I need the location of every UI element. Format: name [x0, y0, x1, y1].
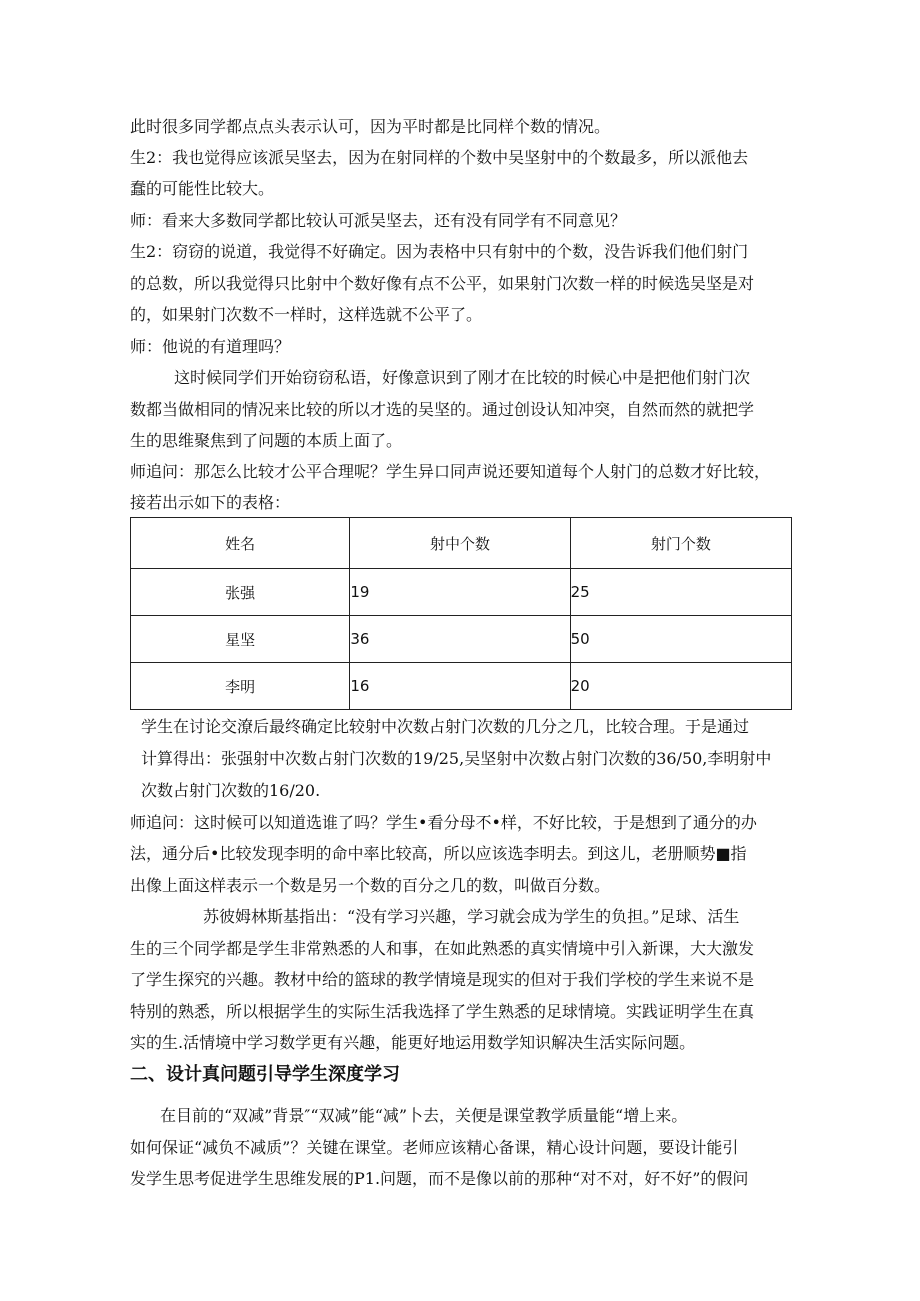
paragraph-line: 生2：我也觉得应该派吴坚去，因为在射同样的个数中吴坚射中的个数最多，所以派他去 — [130, 148, 749, 167]
table-cell: 50 — [570, 616, 791, 663]
paragraph-line: 的，如果射门次数不一样时，这样选就不公平了。 — [130, 305, 483, 324]
table-row — [131, 569, 792, 616]
paragraph-line: 出像上面这样表示一个数是另一个数的百分之几的数，叫做百分数。 — [130, 876, 611, 895]
shooting-table — [130, 517, 792, 710]
paragraph-line: 特别的熟悉，所以根据学生的实际生活我选择了学生熟悉的足球情境。实践证明学生在真 — [130, 1002, 755, 1021]
table-header-row — [131, 518, 792, 569]
paragraph-line: 生的三个同学都是学生非常熟悉的人和事，在如此熟悉的真实情境中引入新课，大大激发 — [130, 939, 755, 958]
table-cell: 36 — [350, 616, 570, 663]
paragraph-line: 蠢的可能性比较大。 — [130, 179, 275, 198]
table-cell: 25 — [570, 569, 791, 616]
table-header-cell: 姓名 — [131, 518, 350, 569]
paragraph-line: 师：看来大多数同学都比较认可派吴坚去，还有没有同学有不同意见？ — [130, 211, 627, 230]
section-heading: 二、设计真问题引导学生深度学习 — [130, 1064, 400, 1085]
table-cell: 16 — [350, 663, 570, 710]
paragraph-line: 师追问：那怎么比较才公平合理呢？学生异口同声说还要知道每个人射门的总数才好比较， — [130, 462, 771, 481]
paragraph-line: 法，通分后•比较发现李明的命中率比较高，所以应该选李明去。到这儿，老册顺势■指 — [130, 844, 747, 863]
paragraph-line: 数都当做相同的情况来比较的所以才选的吴坚的。通过创设认知冲突，自然而然的就把学 — [130, 400, 755, 419]
table-cell: 李明 — [131, 663, 350, 710]
paragraph-line: 生2：窃窃的说道，我觉得不好确定。因为表格中只有射中的个数，没告诉我们他们射门 — [130, 242, 749, 261]
table-cell: 20 — [570, 663, 791, 710]
paragraph-line: 次数占射门次数的16/20. — [141, 781, 321, 800]
paragraph-line: 计算得出：张强射中次数占射门次数的19/25,吴坚射中次数占射门次数的36/50,李明射中 — [141, 749, 772, 768]
paragraph-line: 了学生探究的兴趣。教材中给的篮球的教学情境是现实的但对于我们学校的学生来说不是 — [130, 970, 755, 989]
paragraph-line: 学生在讨论交潦后最终确定比较射中次数占射门次数的几分之几，比较合理。于是通过 — [141, 717, 750, 736]
paragraph-line: 生的思维聚焦到了问题的本质上面了。 — [130, 431, 403, 450]
table-row — [131, 616, 792, 663]
table-cell: 19 — [350, 569, 570, 616]
paragraph-line: 在目前的“双减”背景″“双减”能“减”卜去，关便是课堂教学质量能“增上来。 — [160, 1106, 688, 1125]
paragraph-line: 的总数，所以我觉得只比射中个数好像有点不公平，如果射门次数一样的时候选吴坚是对 — [130, 274, 755, 293]
paragraph-line: 这时候同学们开始窃窃私语，好像意识到了刚才在比较的时候心中是把他们射门次 — [174, 368, 751, 387]
table-header-cell: 射门个数 — [570, 518, 791, 569]
paragraph-line: 接若出示如下的表格： — [130, 493, 291, 512]
paragraph-line: 苏彼姆林斯基指出：“没有学习兴趣，学习就会成为学生的负担。”足球、活生 — [203, 907, 740, 926]
paragraph-line: 如何保证“减负不减质”？关键在课堂。老师应该精心备课，精心设计问题，要设计能引 — [130, 1138, 739, 1157]
paragraph-line: 发学生思考促进学生思维发展的P1.问题，而不是像以前的那种“对不对，好不好”的假问 — [130, 1169, 749, 1188]
table-header-cell: 射中个数 — [350, 518, 570, 569]
table-row — [131, 663, 792, 710]
paragraph-line: 此时很多同学都点点头表示认可，因为平时都是比同样个数的情况。 — [130, 117, 611, 136]
paragraph-line: 师：他说的有道理吗？ — [130, 337, 291, 356]
table-cell: 张强 — [131, 569, 350, 616]
paragraph-line: 实的生.活情境中学习数学更有兴趣，能更好地运用数学知识解决生活实际问题。 — [130, 1033, 696, 1052]
table-cell: 星坚 — [131, 616, 350, 663]
paragraph-line: 师追问：这时候可以知道选谁了吗？学生•看分母不•样，不好比较，于是想到了通分的办 — [130, 813, 757, 832]
